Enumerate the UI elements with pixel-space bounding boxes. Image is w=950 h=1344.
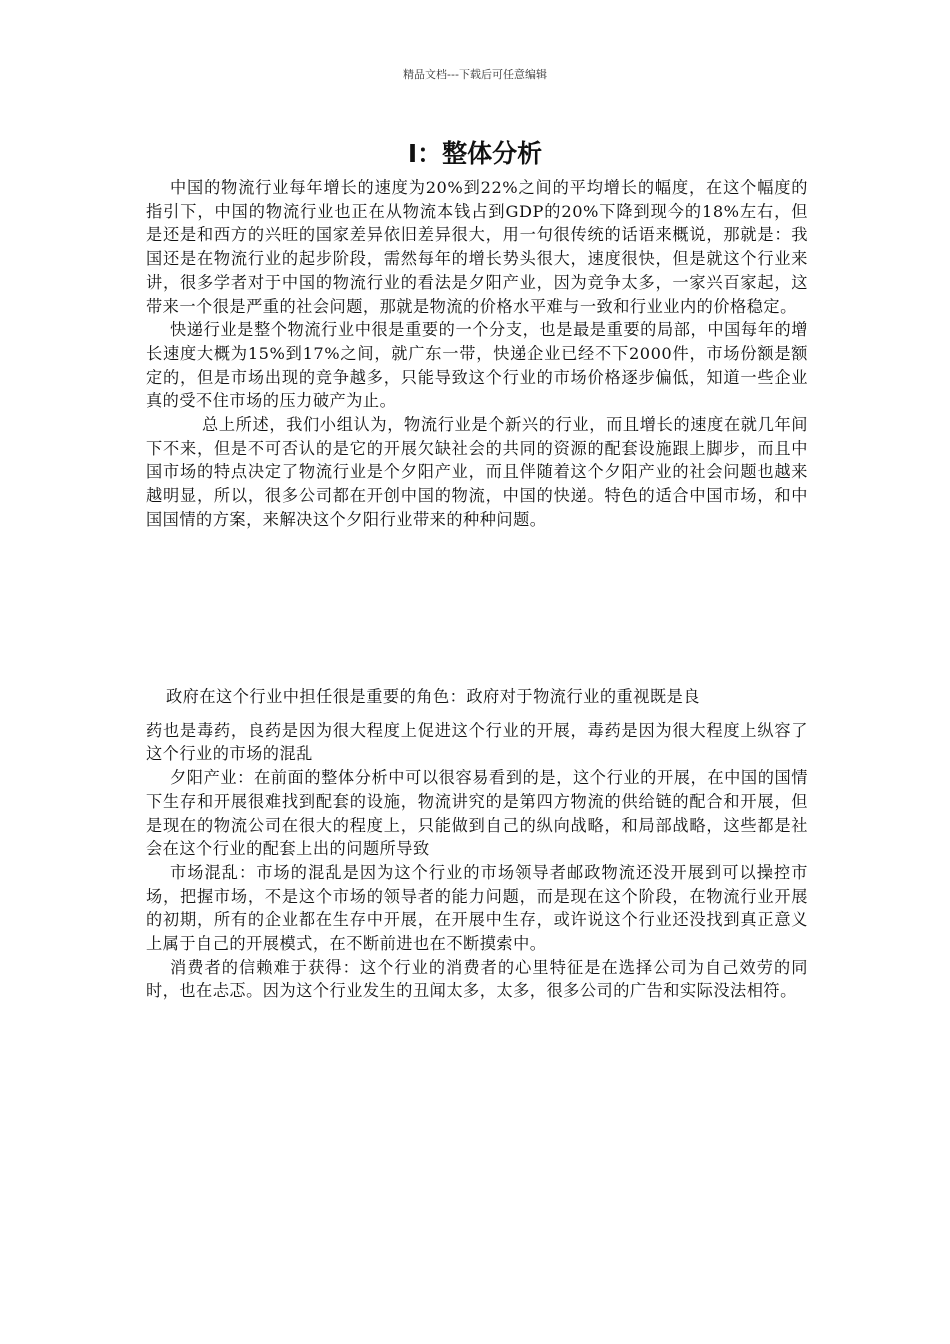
issues-section	[146, 685, 808, 1003]
overview-section	[146, 176, 808, 532]
section-title: I：整体分析	[407, 139, 543, 168]
issue-paragraph-market-chaos: 市场混乱：市场的混乱是因为这个行业的市场领导者邮政物流还没开展到可以操控市场，把握市场，不是这个市场的领导者的能力问题，而是现在这个阶段，在物流行业开展的初期，所有的企业都在生存中开展，在开展中生存，或许说这个行业还没找到真正意义上属于自己的开展模式，在不断前进也在不断摸索中。	[146, 862, 808, 954]
issue-paragraph-sunset-industry: 夕阳产业：在前面的整体分析中可以很容易看到的是，这个行业的开展，在中国的国情下生存和开展很难找到配套的设施，物流讲究的是第四方物流的供给链的配合和开展，但是现在的物流公司在很大的程度上，只能做到自己的纵向战略，和局部战略，这些都是社会在这个行业的配套上出的问题所导致	[146, 768, 808, 859]
government-role-line2: 药也是毒药，良药是因为很大程度上促进这个行业的开展，毒药是因为很大程度上纵容了这个行业的市场的混乱	[146, 720, 808, 764]
government-role-line1: 政府在这个行业中担任很是重要的角色：政府对于物流行业的重视既是良	[166, 687, 700, 706]
overview-paragraph-summary: 总上所述，我们小组认为，物流行业是个新兴的行业，而且增长的速度在就几年间下不来，但是不可否认的是它的开展欠缺社会的共同的资源的配套设施跟上脚步，而且中国市场的特点决定了物流行业是个夕阳产业，而且伴随着这个夕阳产业的社会问题也越来越明显，所以，很多公司都在开创中国的物流，中国的快递。特色的适合中国市场，和中国国情的方案，来解决这个夕阳行业带来的种种问题。	[146, 415, 808, 529]
overview-paragraph-express: 快递行业是整个物流行业中很是重要的一个分支，也是最是重要的局部，中国每年的增长速度大概为15%到17%之间，就广东一带，快递企业已经不下2000件，市场份额是额定的，但是市场出现的竞争越多，只能导致这个行业的市场价格逐步偏低，知道一些企业真的受不住市场的压力破产为止。	[146, 320, 808, 411]
overview-paragraph-growth: 中国的物流行业每年增长的速度为20%到22%之间的平均增长的幅度，在这个幅度的指引下，中国的物流行业也正在从物流本钱占到GDP的20%下降到现今的18%左右，但是还是和西方的兴旺的国家差异依旧差异很大，用一句很传统的话语来概说，那就是：我国还是在物流行业的起步阶段，需然每年的增长势头很大，速度很快，但是就这个行业来讲，很多学者对于中国的物流行业的看法是夕阳产业，因为竞争太多，一家兴百家起，这带来一个很是严重的社会问题，那就是物流的价格水平难与一致和行业业内的价格稳定。	[146, 178, 808, 316]
page-header-note: 精品文档---下载后可任意编辑	[403, 68, 547, 81]
issue-paragraph-consumer-trust: 消费者的信赖难于获得：这个行业的消费者的心里特征是在选择公司为自己效劳的同时，也在忐忑。因为这个行业发生的丑闻太多，太多，很多公司的广告和实际没法相符。	[146, 957, 808, 1001]
